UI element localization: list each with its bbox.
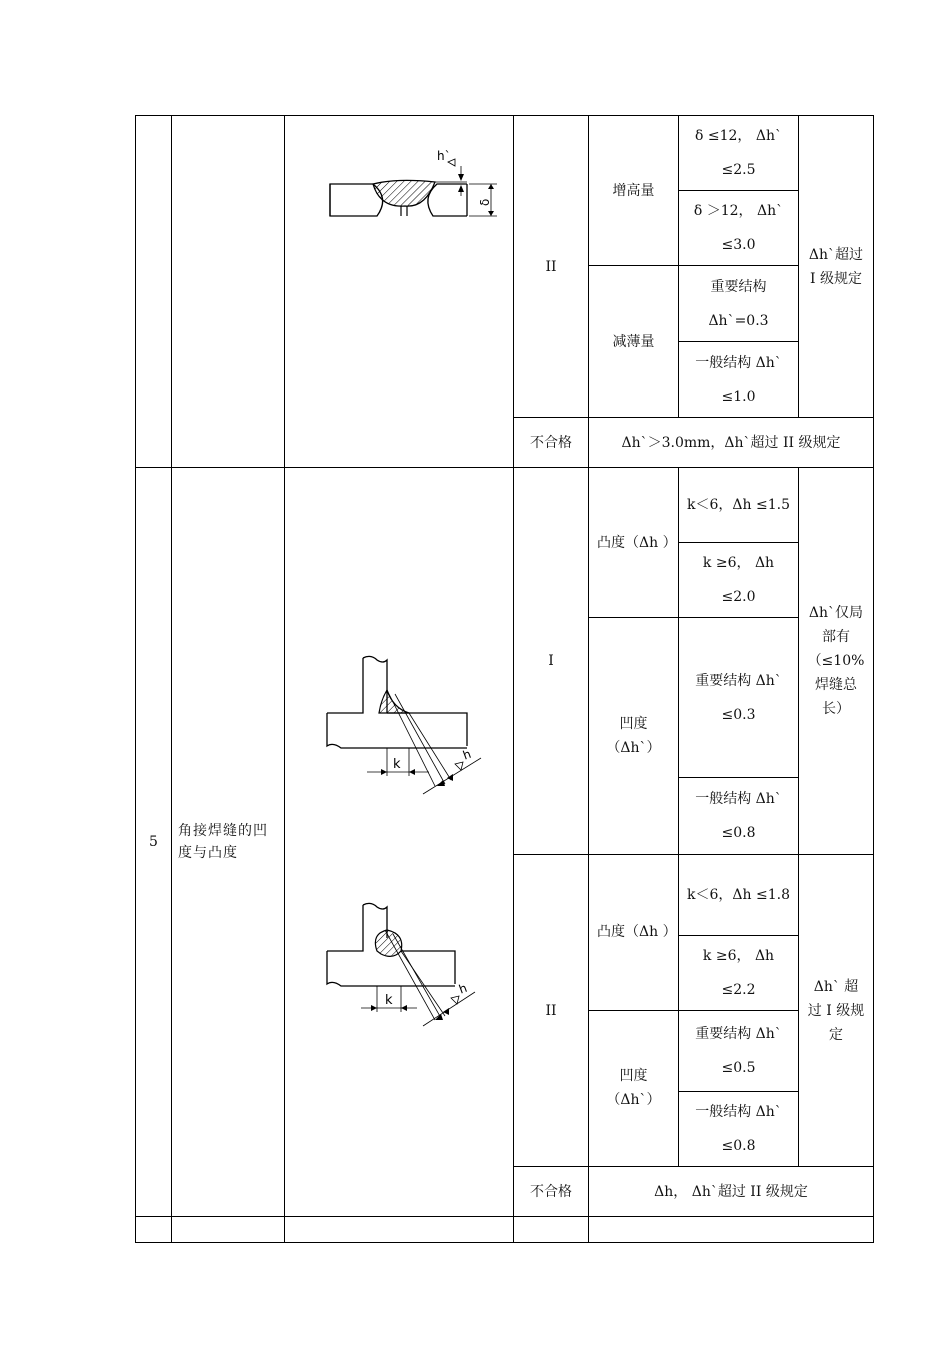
grade-i-concave-row-2: 一般结构 Δh` ≤0.8 xyxy=(679,778,799,855)
empty-cell xyxy=(172,1217,285,1243)
h-label-1: h xyxy=(460,746,473,763)
grade-ii-label: II xyxy=(514,116,589,418)
item-name-fillet-weld: 角接焊缝的凹度与凸度 xyxy=(172,468,285,1217)
h-label-2: h xyxy=(456,980,469,997)
grade-ii-convex-row-1: k＜6，Δh ≤1.8 xyxy=(679,855,799,935)
delta-dimension-label: δ xyxy=(478,198,492,206)
grade-ii-concave-row-2: 一般结构 Δh` ≤0.8 xyxy=(679,1092,799,1167)
fillet-weld-diagram-cell xyxy=(285,468,514,1217)
grade-i-convex-row-2: k ≥6， Δh ≤2.0 xyxy=(679,543,799,618)
grade-i-convex-label: 凸度（Δh ） xyxy=(589,468,679,618)
thinning-row-1: 重要结构 Δh`=0.3 xyxy=(679,266,799,342)
convex-fillet-diagram xyxy=(327,903,475,1026)
grade-i-concave-row-1: 重要结构 Δh` ≤0.3 xyxy=(679,618,799,778)
concave-fillet-diagram xyxy=(327,656,481,794)
empty-cell xyxy=(136,1217,172,1243)
grade-ii-concave-row-1: 重要结构 Δh` ≤0.5 xyxy=(679,1010,799,1091)
reject-criteria-top: Δh`＞3.0mm，Δh`超过 II 级规定 xyxy=(589,418,874,468)
row-number-cell-empty xyxy=(136,116,172,468)
butt-weld-reinforcement-diagram xyxy=(285,116,514,256)
thinning-label: 减薄量 xyxy=(589,266,679,418)
reinforcement-row-1: δ ≤12， Δh` ≤2.5 xyxy=(679,116,799,191)
k-label-1: k xyxy=(393,757,401,772)
row-number-5: 5 xyxy=(136,468,172,1217)
empty-cell xyxy=(514,1217,589,1243)
grade-ii-label-5: II xyxy=(514,855,589,1167)
item-name-cell-empty xyxy=(172,116,285,468)
weld-inspection-table xyxy=(135,115,874,1243)
grade-ii-convex-label: 凸度（Δh ） xyxy=(589,855,679,1010)
fillet-weld-convexity-diagram xyxy=(285,468,514,1203)
butt-weld-diagram-cell xyxy=(285,116,514,468)
empty-cell xyxy=(285,1217,514,1243)
h-dimension-label: h` xyxy=(437,149,451,163)
reject-label-top: 不合格 xyxy=(514,418,589,468)
k-label-2: k xyxy=(385,993,393,1008)
reinforcement-row-2: δ ＞12， Δh` ≤3.0 xyxy=(679,191,799,266)
reject-criteria-5: Δh， Δh`超过 II 级规定 xyxy=(589,1167,874,1217)
grade-i-label: I xyxy=(514,468,589,855)
empty-cell xyxy=(589,1217,874,1243)
reinforcement-label: 增高量 xyxy=(589,116,679,266)
grade-i-convex-row-1: k＜6，Δh ≤1.5 xyxy=(679,468,799,543)
grade-ii-remark: Δh`超过 I 级规定 xyxy=(799,116,874,418)
grade-ii-convex-row-2: k ≥6， Δh ≤2.2 xyxy=(679,935,799,1010)
grade-i-concave-label: 凹度（Δh`） xyxy=(589,618,679,855)
grade-ii-remark-5: Δh` 超过 I 级规定 xyxy=(799,855,874,1167)
grade-ii-concave-label: 凹度（Δh`） xyxy=(589,1010,679,1166)
thinning-row-2: 一般结构 Δh` ≤1.0 xyxy=(679,342,799,418)
reject-label-5: 不合格 xyxy=(514,1167,589,1217)
grade-i-remark: Δh`仅局部有（≤10%焊缝总长） xyxy=(799,468,874,855)
